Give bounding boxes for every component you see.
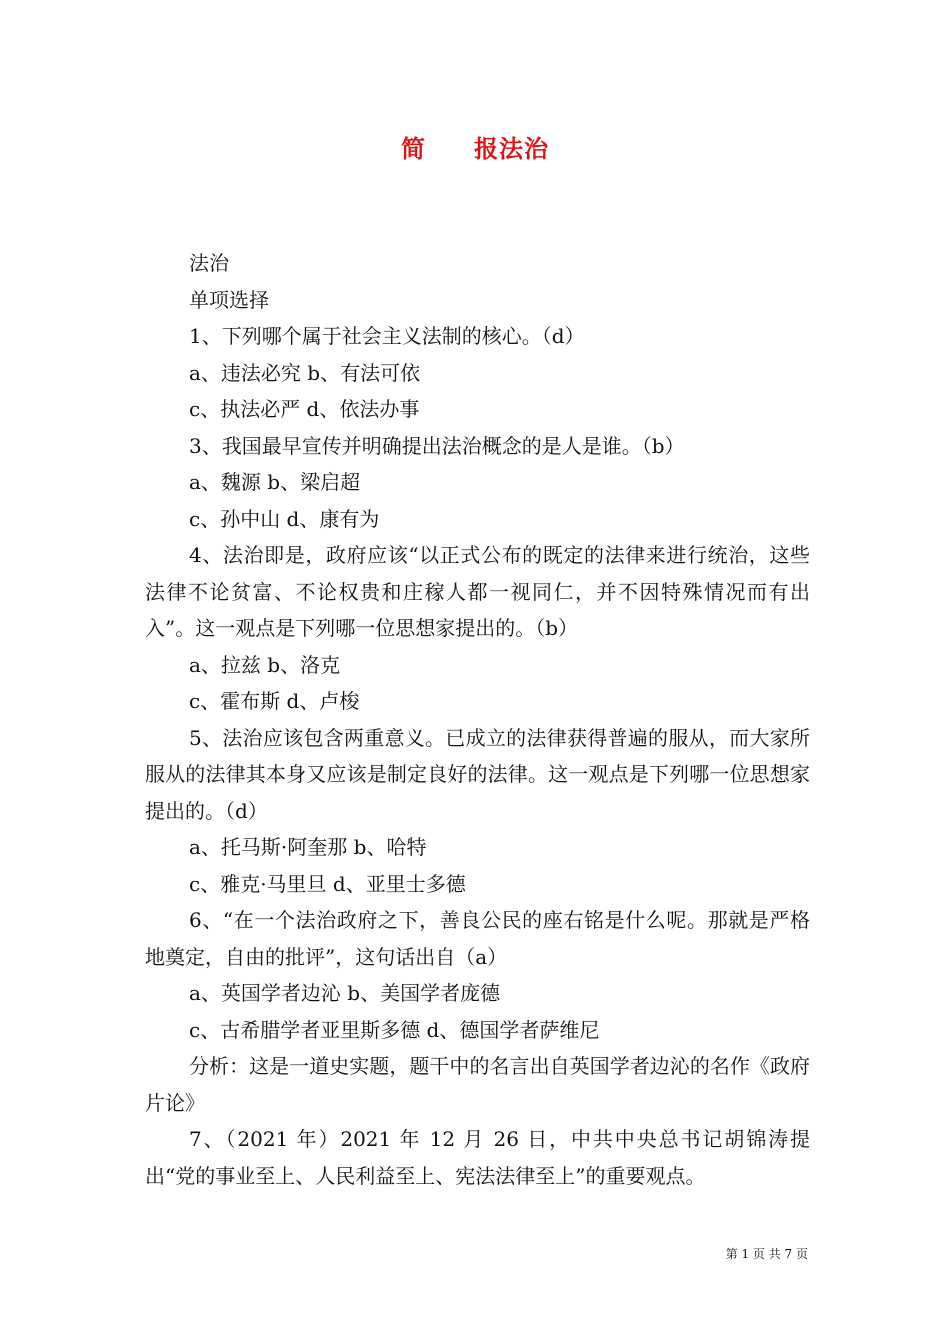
paragraph: 分析：这是一道史实题，题干中的名言出自英国学者边沁的名作《政府片论》	[145, 1054, 810, 1115]
paragraph: c、霍布斯 d、卢梭	[189, 689, 360, 713]
paragraph: c、执法必严 d、依法办事	[189, 397, 420, 421]
paragraph: 1、下列哪个属于社会主义法制的核心。（d）	[189, 324, 585, 348]
paragraph: a、英国学者边沁 b、美国学者庞德	[189, 981, 501, 1005]
title-left: 简	[401, 134, 426, 163]
paragraph: a、违法必究 b、有法可依	[189, 360, 421, 385]
paragraph: 法治	[189, 251, 229, 275]
paragraph: c、古希腊学者亚里斯多德 d、德国学者萨维尼	[189, 1017, 600, 1042]
paragraph: 6、“在一个法治政府之下，善良公民的座右铭是什么呢。那就是严格地奠定，自由的批评”，这句话出自（a）	[145, 908, 810, 969]
paragraph: 7、（2021 年）2021 年 12 月 26 日，中共中央总书记胡锦涛提出“党的事业至上、人民利益至上、宪法法律至上”的重要观点。	[145, 1127, 810, 1188]
document-body	[145, 245, 810, 1194]
paragraph: a、托马斯·阿奎那 b、哈特	[189, 835, 427, 859]
page-footer: 第 1 页 共 7 页	[725, 1247, 808, 1261]
title-right: 报法治	[474, 134, 549, 163]
paragraph: 单项选择	[189, 287, 269, 312]
paragraph: a、魏源 b、梁启超	[189, 470, 361, 494]
paragraph: 4、法治即是，政府应该“以正式公布的既定的法律来进行统治，这些法律不论贫富、不论权贵和庄稼人都一视同仁，并不因特殊情况而有出入”。这一观点是下列哪一位思想家提出的。（b）	[145, 543, 810, 640]
document-title	[0, 132, 950, 166]
paragraph: a、拉兹 b、洛克	[189, 652, 341, 677]
paragraph: 5、法治应该包含两重意义。已成立的法律获得普遍的服从，而大家所服从的法律其本身又应该是制定良好的法律。这一观点是下列哪一位思想家提出的。（d）	[145, 725, 810, 823]
paragraph: c、孙中山 d、康有为	[189, 506, 380, 531]
paragraph: 3、我国最早宣传并明确提出法治概念的是人是谁。（b）	[189, 433, 685, 458]
paragraph: c、雅克·马里旦 d、亚里士多德	[189, 871, 466, 896]
